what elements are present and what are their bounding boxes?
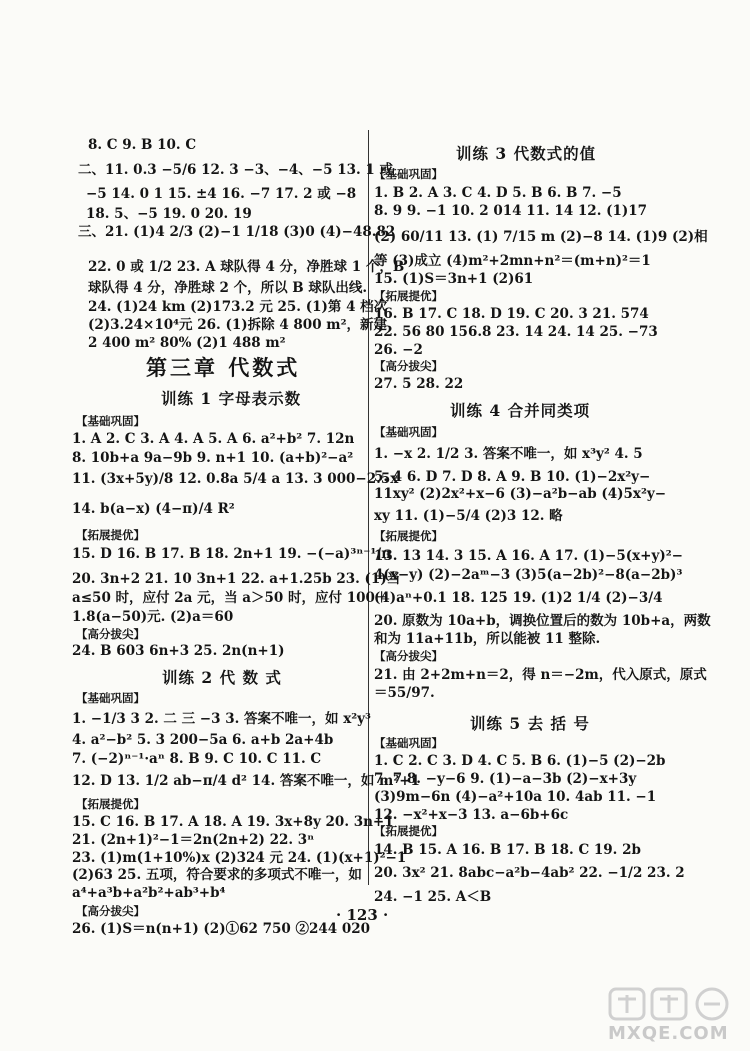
answer-line: 24. B 603 6n+3 25. 2n(n+1): [72, 643, 285, 659]
answer-line: −5 14. 0 1 15. ±4 16. −7 17. 2 或 −8: [86, 186, 357, 202]
answer-line: 11. (3x+5y)/8 12. 0.8a 5/4 a 13. 3 000−2.5x: [72, 471, 399, 487]
answer-line: 26. (1)S＝n(n+1) (2)①62 750 ②244 020: [72, 921, 371, 937]
answer-line: 等 (3)成立 (4)m²+2mn+n²＝(m+n)²＝1: [374, 253, 651, 269]
answer-line: 18. 5、−5 19. 0 20. 19: [86, 206, 252, 222]
answer-line: 1. A 2. C 3. A 4. A 5. A 6. a²+b² 7. 12n: [72, 431, 355, 447]
subsection-label: 【基础巩固】: [76, 414, 145, 428]
answer-line: 7. 7 8. −y−6 9. (1)−a−3b (2)−x+3y: [374, 771, 637, 787]
answer-line: 二、11. 0.3 −5/6 12. 3 −3、−4、−5 13. 1 或: [78, 162, 393, 178]
answer-line: 14. b(a−x) (4−π)/4 R²: [72, 501, 235, 517]
subsection-label: 【拓展提优】: [76, 528, 145, 542]
answer-line: 15. D 16. B 17. B 18. 2n+1 19. −(−a)³ⁿ⁻¹/n: [72, 546, 392, 562]
answer-line: a≤50 时，应付 2a 元，当 a＞50 时，应付 100＋: [72, 590, 389, 606]
answer-line: 13. 13 14. 3 15. A 16. A 17. (1)−5(x+y)²−: [374, 548, 683, 564]
answer-line: (2)3.24×10⁴元 26. (1)拆除 4 800 m²，新建: [88, 317, 387, 333]
watermark-text: MXQE.COM: [608, 1023, 729, 1044]
answer-line: 和为 11a+11b，所以能被 11 整除.: [374, 631, 601, 647]
answer-line: 11xy² (2)2x²+x−6 (3)−a²b−ab (4)5x²y−: [374, 486, 667, 502]
answer-line: 24. −1 25. A＜B: [374, 889, 492, 905]
answer-line: 球队得 4 分，净胜球 2 个，所以 B 球队出线.: [88, 280, 368, 296]
answer-line: 20. 3x² 21. 8abc−a²b−4ab² 22. −1/2 23. 2: [374, 865, 685, 881]
answer-line: 21. 由 2+2m+n＝2，得 n＝−2m，代入原式，原式: [374, 667, 707, 683]
answer-line: 22. 0 或 1/2 23. A 球队得 4 分，净胜球 1 个，B: [88, 259, 405, 275]
subsection-label: 【基础巩固】: [76, 691, 145, 705]
subsection-label: 【高分拔尖】: [76, 627, 145, 641]
answer-line: ＝55/97.: [374, 685, 435, 701]
answer-line: 1.8(a−50)元. (2)a＝60: [72, 609, 234, 625]
answer-line: 8. C 9. B 10. C: [88, 137, 197, 153]
answer-line: 1. −1/3 3 2. 二 三 −3 3. 答案不唯一，如 x²y³: [72, 711, 371, 727]
subsection-label: 【拓展提优】: [374, 529, 443, 543]
answer-line: 26. −2: [374, 342, 423, 358]
answer-line: a⁴+a³b+a²b²+ab³+b⁴: [72, 885, 226, 901]
chapter-title: 第三章 代数式: [146, 355, 301, 380]
answer-line: 24. (1)24 km (2)173.2 元 25. (1)第 4 档次: [88, 299, 388, 315]
answer-line: 4(x−y) (2)−2aᵐ−3 (3)5(a−2b)²−8(a−2b)³: [374, 567, 683, 583]
answer-line: (3)9m−6n (4)−a²+10a 10. 4ab 11. −1: [374, 789, 657, 805]
subsection-label: 【拓展提优】: [374, 289, 443, 303]
answer-line: 15. (1)S＝3n+1 (2)61: [374, 271, 534, 287]
answer-line: 16. B 17. C 18. D 19. C 20. 3 21. 574: [374, 306, 649, 322]
answer-line: 1. B 2. A 3. C 4. D 5. B 6. B 7. −5: [374, 185, 622, 201]
section-title: 训练 1 字母表示数: [161, 389, 302, 408]
answer-line: 20. 原数为 10a+b，调换位置后的数为 10b+a，两数: [374, 613, 711, 629]
answer-line: (4)aⁿ+0.1 18. 125 19. (1)2 1/4 (2)−3/4: [374, 590, 663, 606]
answer-line: 14. B 15. A 16. B 17. B 18. C 19. 2b: [374, 842, 641, 858]
answer-line: 12. D 13. 1/2 ab−π/4 d² 14. 答案不唯一，如 m²+1: [72, 773, 420, 789]
section-title: 训练 5 去 括 号: [470, 714, 590, 733]
section-title: 训练 4 合并同类项: [450, 401, 591, 420]
answer-line: 15. C 16. B 17. A 18. A 19. 3x+8y 20. 3n+1: [72, 814, 394, 830]
page-number: · 123 ·: [336, 906, 389, 924]
answer-line: 7. (−2)ⁿ⁻¹·aⁿ 8. B 9. C 10. C 11. C: [72, 751, 322, 767]
answer-line: 2 400 m² 80% (2)1 488 m²: [88, 335, 286, 351]
subsection-label: 【拓展提优】: [76, 797, 145, 811]
answer-line: 22. 56 80 156.8 23. 14 24. 14 25. −73: [374, 324, 658, 340]
answer-line: 8. 9 9. −1 10. 2 014 11. 14 12. (1)17: [374, 203, 648, 219]
answer-line: 4. a²−b² 5. 3 200−5a 6. a+b 2a+4b: [72, 732, 334, 748]
answer-line: 1. −x 2. 1/2 3. 答案不唯一，如 x³y² 4. 5: [374, 446, 643, 462]
subsection-label: 【高分拔尖】: [374, 649, 443, 663]
subsection-label: 【拓展提优】: [374, 824, 443, 838]
answer-line: (2)63 25. 五项，符合要求的多项式不唯一，如: [72, 867, 362, 883]
subsection-label: 【高分拔尖】: [76, 904, 145, 918]
answer-line: 1. C 2. C 3. D 4. C 5. B 6. (1)−5 (2)−2b: [374, 753, 666, 769]
subsection-label: 【高分拔尖】: [374, 359, 443, 373]
subsection-label: 【基础巩固】: [374, 425, 443, 439]
answer-line: 12. −x²+x−3 13. a−6b+6c: [374, 807, 569, 823]
answer-line: xy 11. (1)−5/4 (2)3 12. 略: [374, 508, 563, 524]
answer-line: 8. 10b+a 9a−9b 9. n+1 10. (a+b)²−a²: [72, 450, 354, 466]
watermark-logo: [606, 985, 740, 1045]
answer-line: 21. (2n+1)²−1＝2n(2n+2) 22. 3ⁿ: [72, 832, 315, 848]
answer-line: 三、21. (1)4 2/3 (2)−1 1/18 (3)0 (4)−48.82: [78, 224, 396, 240]
section-title: 训练 3 代数式的值: [456, 144, 597, 163]
answer-line: 27. 5 28. 22: [374, 376, 464, 392]
answer-line: 23. (1)m(1+10%)x (2)324 元 24. (1)(x+1)²−1: [72, 850, 407, 866]
subsection-label: 【基础巩固】: [374, 167, 443, 181]
answer-line: 5. 4 6. D 7. D 8. A 9. B 10. (1)−2x²y−: [374, 469, 651, 485]
answer-line: 20. 3n+2 21. 10 3n+1 22. a+1.25b 23. (1)当: [72, 571, 401, 587]
section-title: 训练 2 代 数 式: [162, 668, 282, 687]
answer-line: (2) 60/11 13. (1) 7/15 m (2)−8 14. (1)9 (2)相: [374, 229, 708, 245]
subsection-label: 【基础巩固】: [374, 736, 443, 750]
